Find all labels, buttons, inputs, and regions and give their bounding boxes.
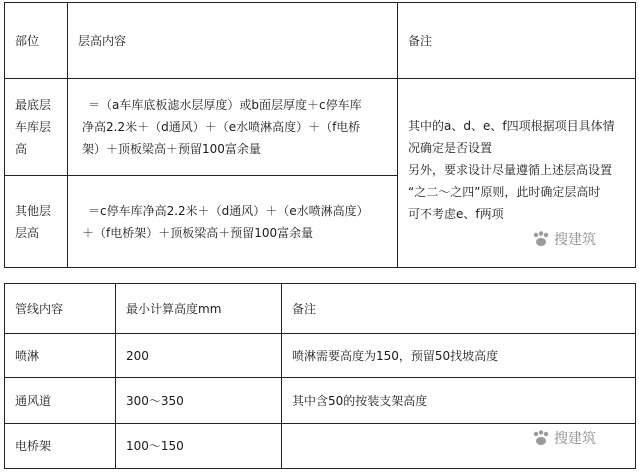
min-height-value: 200 [116,334,282,378]
header-content: 层高内容 [68,3,398,79]
min-height-value: 300～350 [116,378,282,424]
content-cell [68,176,398,268]
pipeline-name: 喷淋 [5,334,116,378]
part-line: 最底层 [15,98,52,112]
content-line: ＋（f电桥架）＋顶板梁高＋预留100富余量 [82,225,314,240]
table-header-row [5,284,636,334]
table-row [5,378,636,424]
pipeline-name: 电桥架 [5,424,116,469]
part-cell [5,176,68,268]
table-row [5,334,636,378]
header-pipeline: 管线内容 [5,284,116,334]
pipeline-note: 其中含50的按装支架高度 [282,378,636,424]
content-line: 架）＋顶板梁高＋预留100富余量 [82,142,261,156]
content-line: 净高2.2米＋（d通风）＋（e水喷淋高度）＋（f电桥 [82,120,361,134]
part-line: 其他层 [15,203,52,218]
watermark-text: 搜建筑 [554,232,596,248]
note-line: 况确定是否设置 [408,141,493,155]
part-line: 车库层 [15,120,52,134]
watermark [532,428,596,448]
header-note: 备注 [282,284,636,334]
content-line: ＝（a车库底板滤水层厚度）或b面层厚度＋c停车库 [88,98,362,112]
paw-icon [532,430,550,446]
part-line: 高 [15,142,28,156]
pipeline-name: 通风道 [5,378,116,424]
table-row [5,79,636,176]
watermark-text: 搜建筑 [554,431,596,447]
header-note: 备注 [398,3,636,79]
note-line: 可不考虑e、f两项 [408,207,504,221]
part-cell [5,79,68,176]
table-header-row [5,3,636,79]
paw-icon [532,231,550,247]
min-height-value: 100～150 [116,424,282,469]
content-cell [68,79,398,176]
pipeline-note: 喷淋需要高度为150，预留50找坡高度 [282,334,636,378]
note-line: 另外，要求设计尽量遵循上述层高设置 [408,163,613,177]
header-part: 部位 [5,3,68,79]
note-line: 其中的a、d、e、f四项根据项目具体情 [408,119,615,133]
watermark [532,229,596,249]
note-cell [398,79,636,268]
note-line: “之二～之四”原则，此时确定层高时 [408,185,601,199]
content-line: ＝c停车库净高2.2米＋（d通风）＋（e水喷淋高度） [88,203,369,218]
header-min-height: 最小计算高度mm [116,284,282,334]
part-line: 层高 [15,225,40,240]
